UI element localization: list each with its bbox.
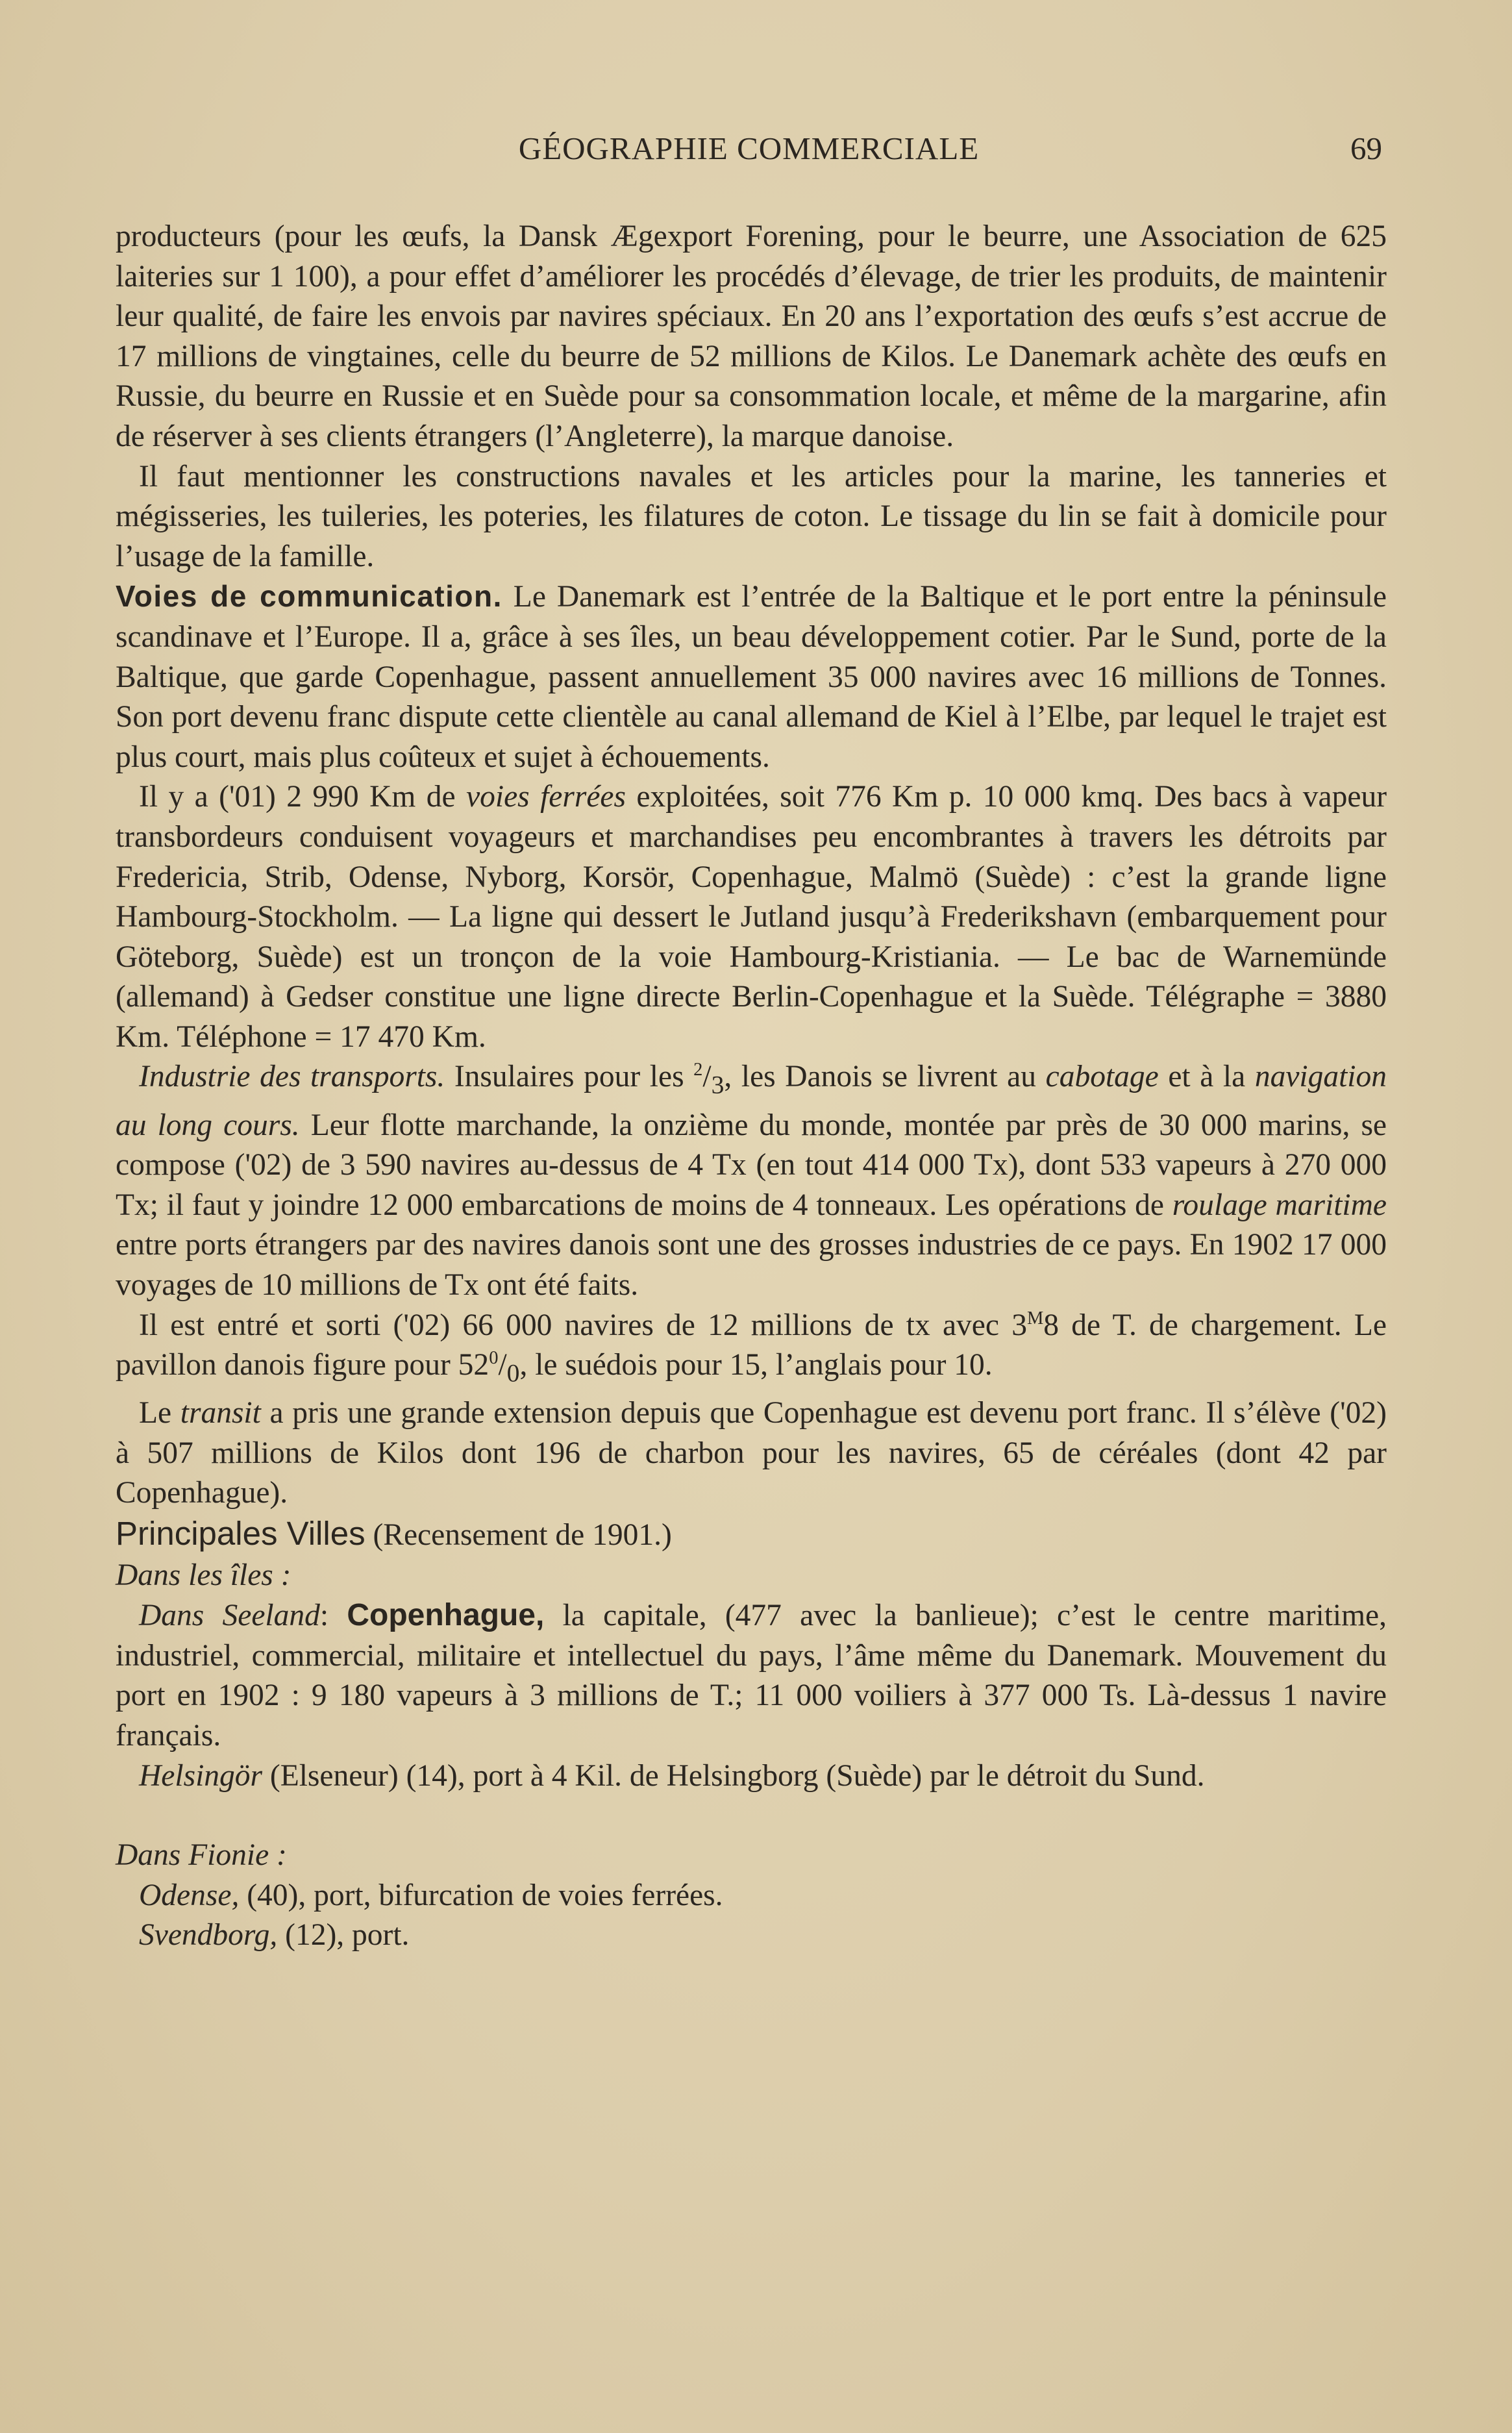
city-helsingor: Helsingör	[139, 1758, 262, 1793]
running-head	[116, 130, 1382, 173]
subheading-iles: Dans les îles :	[116, 1558, 291, 1592]
subheading-fionie: Dans Fionie :	[116, 1838, 287, 1873]
city-odense: Odense,	[139, 1878, 240, 1912]
entry-copenhague: Dans Seeland: Copenhague, la capitale, (477 avec la banlieue); c’est le centre maritime, industriel, commercial, militaire et intellectuel du pays, l’âme même du Danemark. Mouvement du port en 1902 : 9 180 vapeurs à 3 millions de T.; 11 000 voiliers à 377 000 Ts. Là-dessus 1 navire français.	[116, 1598, 1387, 1753]
section-heading-villes: Principales Villes (Recensement de 1901.)	[116, 1515, 672, 1552]
paragraph-voies	[116, 577, 1387, 777]
page-number: 69	[1350, 131, 1382, 166]
city-svendborg: Svendborg,	[139, 1918, 278, 1953]
section-heading-voies: Voies de communication.	[116, 579, 502, 614]
paragraph-industries: Il faut mentionner les constructions navales et les articles pour la marine, les tanneries et mégisseries, les tuileries, les poteries, les filatures de coton. Le tissage du lin se fait à domicile pour l’usage de la famille.	[116, 459, 1387, 573]
body-text	[116, 217, 1387, 1956]
industrie-transports-heading: Industrie des transports.	[139, 1060, 445, 1094]
entry-svendborg: Svendborg, (12), port.	[139, 1918, 410, 1953]
voies-text: Le Danemark est l’entrée de la Baltique et le port entre la péninsule scandinave et l’Europe. Il a, grâce à ses îles, un beau développement cotier. Par le Sund, porte de la Baltique, que garde Copenhague, passent annuellement 35 000 navires avec 16 millions de Tonnes. Son port devenu franc dispute cette clientèle au canal allemand de Kiel à l’Elbe, par lequel le trajet est plus court, mais plus coûteux et sujet à échouements.	[116, 580, 1387, 774]
paragraph-chemins-de-fer: Il y a ('01) 2 990 Km de voies ferrées exploitées, soit 776 Km p. 10 000 kmq. Des bacs à vapeur transbordeurs conduisent voyageurs et marchandises peu encombrantes à travers les détroits par Fredericia, Strib, Odense, Nyborg, Korsör, Copenhague, Malmö (Suède) : c’est la grande ligne Hambourg-Stockholm. — La ligne qui dessert le Jutland jusqu’à Frederikshavn (embarquement pour Göteborg, Suède) est un tronçon de la voie Hambourg-Kristiania. — Le bac de Warnemünde (allemand) à Gedser constitue une ligne directe Berlin-Copenhague et la Suède. Télégraphe = 3880 Km. Téléphone = 17 470 Km.	[116, 780, 1387, 1054]
voies-ferrees-term: voies ferrées	[466, 780, 626, 814]
city-copenhague: Copenhague,	[347, 1598, 545, 1633]
paragraph-producteurs: producteurs (pour les œufs, la Dansk Ægexport Forening, pour le beurre, une Association de 625 laiteries sur 1 100), a pour effet d’améliorer les procédés d’élevage, de trier les produits, de maintenir leur qualité, de faire les envois par navires spéciaux. En 20 ans l’exportation des œufs s’est accrue de 17 millions de vingtaines, celle du beurre de 52 millions de Kilos. Le Danemark achète des œufs en Russie, du beurre en Russie et en Suède pour sa consommation locale, et même de la margarine, afin de réserver à ses clients étrangers (l’Angleterre), la marque danoise.	[116, 219, 1387, 453]
paragraph-transports: Industrie des transports. Insulaires pour les $^2/_3$, les Danois se livrent au cabotage et à la navigation au long cours. Leur flotte marchande, la onzième du monde, montée par près de 30 000 marins, se compose ('02) de 3 590 navires au-dessus de 4 Tx (en tout 414 000 Tx), dont 533 vapeurs à 270 000 Tx; il faut y joindre 12 000 embarcations de moins de 4 tonneaux. Les opérations de roulage maritime entre ports étrangers par des navires danois sont une des grosses industries de ce pays. En 1902 17 000 voyages de 10 millions de Tx ont été faits.	[116, 1060, 1387, 1302]
paragraph-transit: Le transit a pris une grande extension depuis que Copenhague est devenu port franc. Il s’élève ('02) à 507 millions de Kilos dont 196 de charbon pour les navires, 65 de céréales (dont 42 par Copenhague).	[116, 1396, 1387, 1510]
entry-odense: Odense, (40), port, bifurcation de voies ferrées.	[139, 1878, 723, 1912]
entry-helsingor: Helsingör (Elseneur) (14), port à 4 Kil. de Helsingborg (Suède) par le détroit du Sund.	[139, 1758, 1205, 1793]
paragraph-navires: Il est entré et sorti ('02) 66 000 navires de 12 millions de tx avec $3^M8$ de T. de chargement. Le pavillon danois figure pour $52^0/_0$, le suédois pour 15, l’anglais pour 10.	[116, 1308, 1387, 1388]
page-title: GÉOGRAPHIE COMMERCIALE	[518, 131, 980, 166]
